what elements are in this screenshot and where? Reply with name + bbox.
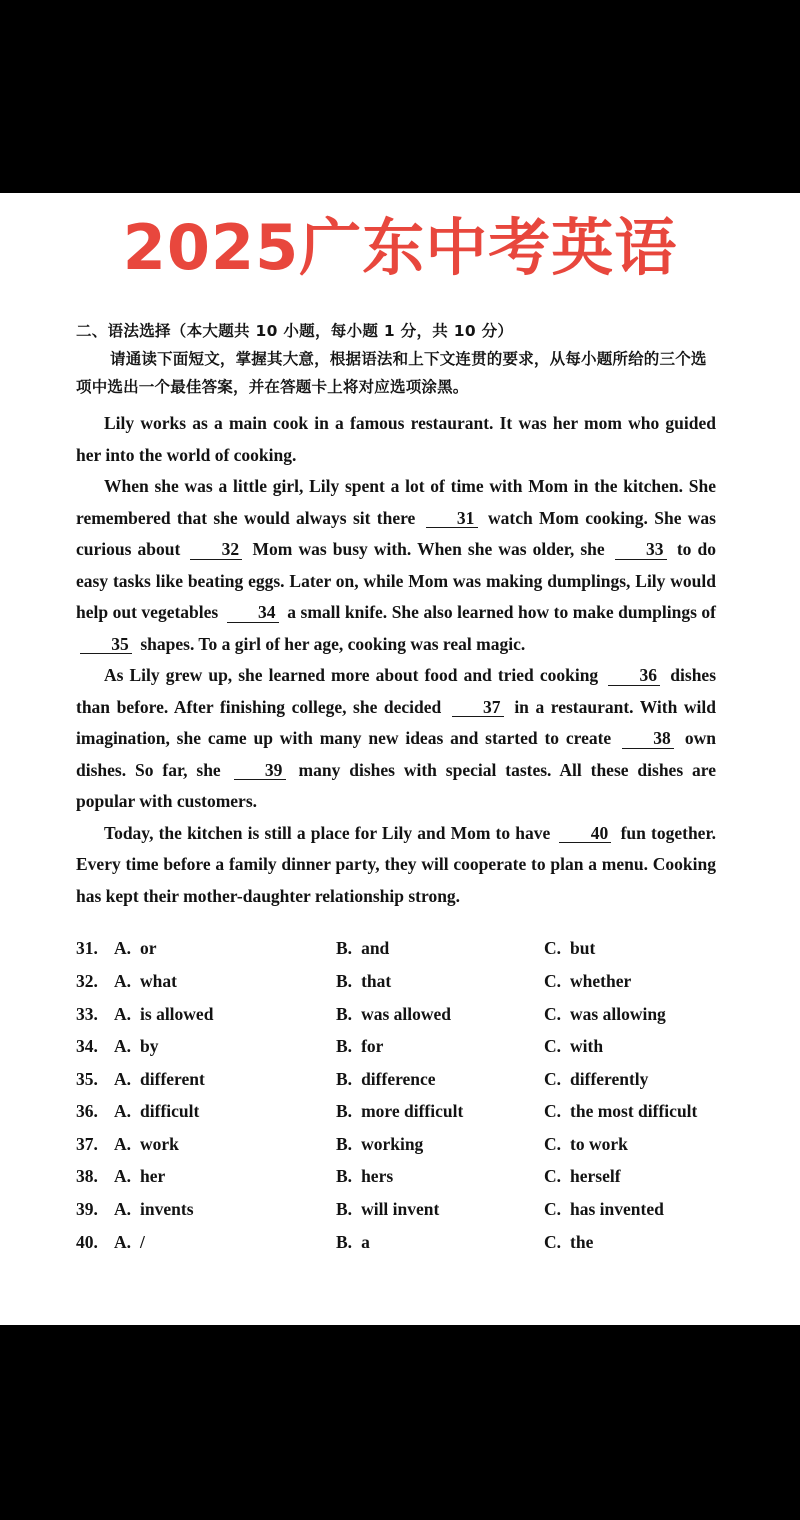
option-text: will invent bbox=[361, 1199, 440, 1220]
option-text: by bbox=[140, 1036, 159, 1057]
option-text: a bbox=[361, 1231, 370, 1252]
option-text: / bbox=[140, 1231, 145, 1252]
option-letter: B. bbox=[336, 1133, 353, 1154]
option-letter: B. bbox=[336, 1199, 353, 1220]
passage-text: fun together. Every time before a family dinner party, they will cooperate to plan a menu. Cooking has kept their mother-daughter relationship strong. bbox=[76, 822, 716, 906]
question-number: 40. bbox=[76, 1231, 98, 1252]
question-number: 37. bbox=[76, 1133, 98, 1154]
option-text: her bbox=[140, 1166, 166, 1187]
option-text: more difficult bbox=[361, 1101, 464, 1122]
answer-blank[interactable]: 40 bbox=[559, 824, 611, 843]
option-c[interactable] bbox=[544, 1232, 724, 1253]
question-row bbox=[76, 1134, 724, 1167]
option-letter: C. bbox=[544, 1036, 562, 1057]
option-letter: B. bbox=[336, 1231, 353, 1252]
option-a[interactable] bbox=[114, 971, 336, 992]
question-number: 39. bbox=[76, 1199, 98, 1220]
option-b[interactable] bbox=[336, 1199, 544, 1220]
option-a[interactable] bbox=[114, 1004, 336, 1025]
option-letter: A. bbox=[114, 1199, 132, 1220]
option-c[interactable] bbox=[544, 1166, 724, 1187]
option-text: the bbox=[570, 1231, 594, 1252]
option-b[interactable] bbox=[336, 1036, 544, 1057]
option-letter: B. bbox=[336, 938, 353, 959]
passage-paragraph bbox=[76, 660, 716, 818]
option-letter: A. bbox=[114, 1166, 132, 1187]
option-b[interactable] bbox=[336, 1069, 544, 1090]
reading-passage bbox=[76, 408, 724, 912]
option-b[interactable] bbox=[336, 1004, 544, 1025]
section-instructions: 请通读下面短文，掌握其大意，根据语法和上下文连贯的要求，从每小题所给的三个选项中选出一个最佳答案，并在答题卡上将对应选项涂黑。 bbox=[76, 349, 707, 397]
option-letter: A. bbox=[114, 1101, 132, 1122]
passage-paragraph bbox=[76, 471, 716, 660]
passage-text: own dishes. So far, she bbox=[76, 728, 716, 780]
passage-text: many dishes with special tastes. All these dishes are popular with customers. bbox=[76, 759, 717, 812]
option-text: whether bbox=[570, 970, 632, 991]
letterbox-bottom-bar bbox=[0, 1325, 800, 1520]
answer-blank[interactable]: 37 bbox=[452, 698, 504, 717]
passage-paragraph bbox=[76, 818, 716, 913]
option-letter: A. bbox=[114, 1068, 132, 1089]
option-letter: C. bbox=[544, 1231, 562, 1252]
option-letter: A. bbox=[114, 1231, 132, 1252]
option-letter: B. bbox=[336, 1101, 353, 1122]
option-a[interactable] bbox=[114, 1069, 336, 1090]
passage-text: When she was a little girl, Lily spent a lot of time with Mom in the kitchen. She remembered that she would always sit there bbox=[76, 476, 716, 528]
section-heading: 二、语法选择（本大题共 10 小题，每小题 1 分，共 10 分） bbox=[76, 322, 514, 340]
option-text: but bbox=[570, 938, 596, 959]
exam-sheet-content bbox=[76, 321, 724, 1264]
option-a[interactable] bbox=[114, 1134, 336, 1155]
passage-text: to do easy tasks like beating eggs. Later on, while Mom was making dumplings, Lily would help out vegetables bbox=[76, 539, 717, 623]
passage-text: a small knife. She also learned how to make dumplings of bbox=[282, 602, 716, 623]
passage-text: Mom was busy with. When she was older, she bbox=[246, 539, 611, 560]
option-letter: A. bbox=[114, 970, 132, 991]
option-text: what bbox=[140, 970, 177, 991]
question-number: 34. bbox=[76, 1036, 98, 1057]
option-text: difficult bbox=[140, 1101, 200, 1122]
answer-blank[interactable]: 32 bbox=[190, 540, 242, 559]
question-number: 31. bbox=[76, 938, 98, 959]
passage-text: watch Mom cooking. She was curious about bbox=[76, 507, 716, 560]
question-number: 38. bbox=[76, 1166, 98, 1187]
option-text: the most difficult bbox=[570, 1101, 698, 1122]
option-letter: C. bbox=[544, 1166, 562, 1187]
option-b[interactable] bbox=[336, 1101, 544, 1122]
passage-text: in a restaurant. With wild imagination, she came up with many new ideas and started to create bbox=[76, 696, 716, 749]
option-c[interactable] bbox=[544, 1134, 724, 1155]
option-letter: C. bbox=[544, 970, 562, 991]
passage-text: Lily works as a main cook in a famous restaurant. It was her mom who guided her into the world of cooking. bbox=[76, 413, 716, 465]
option-text: or bbox=[140, 938, 157, 959]
answer-blank[interactable]: 39 bbox=[234, 761, 286, 780]
option-text: was allowed bbox=[361, 1003, 451, 1024]
question-row bbox=[76, 971, 724, 1004]
option-b[interactable] bbox=[336, 1134, 544, 1155]
option-letter: A. bbox=[114, 1133, 132, 1154]
option-a[interactable] bbox=[114, 1036, 336, 1057]
answer-blank[interactable]: 33 bbox=[615, 540, 667, 559]
option-letter: B. bbox=[336, 1036, 353, 1057]
answer-blank[interactable]: 34 bbox=[227, 603, 279, 622]
question-row bbox=[76, 1036, 724, 1069]
option-text: and bbox=[361, 938, 390, 959]
question-number: 32. bbox=[76, 970, 98, 991]
page-title: 2025广东中考英语 bbox=[122, 211, 678, 284]
exam-page bbox=[0, 193, 800, 1325]
question-number: 36. bbox=[76, 1101, 98, 1122]
passage-text: Today, the kitchen is still a place for Lily and Mom to have bbox=[104, 822, 556, 843]
answer-blank[interactable]: 36 bbox=[608, 666, 660, 685]
option-letter: C. bbox=[544, 1133, 562, 1154]
answer-blank[interactable]: 35 bbox=[80, 635, 132, 654]
option-b[interactable] bbox=[336, 1166, 544, 1187]
option-letter: C. bbox=[544, 938, 562, 959]
question-row bbox=[76, 938, 724, 971]
option-text: is allowed bbox=[140, 1003, 214, 1024]
answer-blank[interactable]: 38 bbox=[622, 729, 674, 748]
option-a[interactable] bbox=[114, 1166, 336, 1187]
option-c[interactable] bbox=[544, 971, 724, 992]
answer-options-list bbox=[76, 938, 724, 1264]
question-row bbox=[76, 1166, 724, 1199]
question-row bbox=[76, 1004, 724, 1037]
question-number: 35. bbox=[76, 1068, 98, 1089]
option-text: differently bbox=[570, 1068, 649, 1089]
option-a[interactable] bbox=[114, 938, 336, 959]
option-letter: B. bbox=[336, 1166, 353, 1187]
option-text: hers bbox=[361, 1166, 394, 1187]
option-letter: C. bbox=[544, 1101, 562, 1122]
option-text: that bbox=[361, 970, 392, 991]
question-row bbox=[76, 1232, 724, 1265]
option-letter: B. bbox=[336, 1068, 353, 1089]
option-text: different bbox=[140, 1068, 205, 1089]
passage-text: shapes. To a girl of her age, cooking was real magic. bbox=[136, 633, 526, 654]
question-row bbox=[76, 1069, 724, 1102]
passage-paragraph bbox=[76, 408, 716, 471]
passage-text: dishes than before. After finishing college, she decided bbox=[76, 665, 716, 717]
option-c[interactable] bbox=[544, 1199, 724, 1220]
letterbox-top-bar bbox=[0, 0, 800, 193]
option-a[interactable] bbox=[114, 1232, 336, 1253]
option-letter: B. bbox=[336, 1003, 353, 1024]
answer-blank[interactable]: 31 bbox=[426, 509, 478, 528]
option-b[interactable] bbox=[336, 971, 544, 992]
option-text: invents bbox=[140, 1199, 194, 1220]
option-c[interactable] bbox=[544, 1036, 724, 1057]
option-c[interactable] bbox=[544, 1069, 724, 1090]
option-text: work bbox=[140, 1133, 179, 1154]
option-letter: B. bbox=[336, 970, 353, 991]
option-a[interactable] bbox=[114, 1101, 336, 1122]
option-c[interactable] bbox=[544, 938, 724, 959]
option-b[interactable] bbox=[336, 1232, 544, 1253]
option-text: difference bbox=[361, 1068, 436, 1089]
option-letter: A. bbox=[114, 938, 132, 959]
passage-text: As Lily grew up, she learned more about food and tried cooking bbox=[104, 665, 605, 686]
option-letter: C. bbox=[544, 1068, 562, 1089]
option-a[interactable] bbox=[114, 1199, 336, 1220]
option-letter: C. bbox=[544, 1199, 562, 1220]
option-text: herself bbox=[570, 1166, 621, 1187]
option-text: working bbox=[361, 1133, 424, 1154]
question-row bbox=[76, 1101, 724, 1134]
option-letter: C. bbox=[544, 1003, 562, 1024]
option-letter: A. bbox=[114, 1003, 132, 1024]
option-text: for bbox=[361, 1036, 384, 1057]
option-text: with bbox=[570, 1036, 604, 1057]
option-text: was allowing bbox=[570, 1003, 666, 1024]
option-c[interactable] bbox=[544, 1004, 724, 1025]
question-number: 33. bbox=[76, 1003, 98, 1024]
option-text: has invented bbox=[570, 1199, 664, 1220]
option-c[interactable] bbox=[544, 1101, 724, 1122]
option-b[interactable] bbox=[336, 938, 544, 959]
option-letter: A. bbox=[114, 1036, 132, 1057]
option-text: to work bbox=[570, 1133, 628, 1154]
question-row bbox=[76, 1199, 724, 1232]
